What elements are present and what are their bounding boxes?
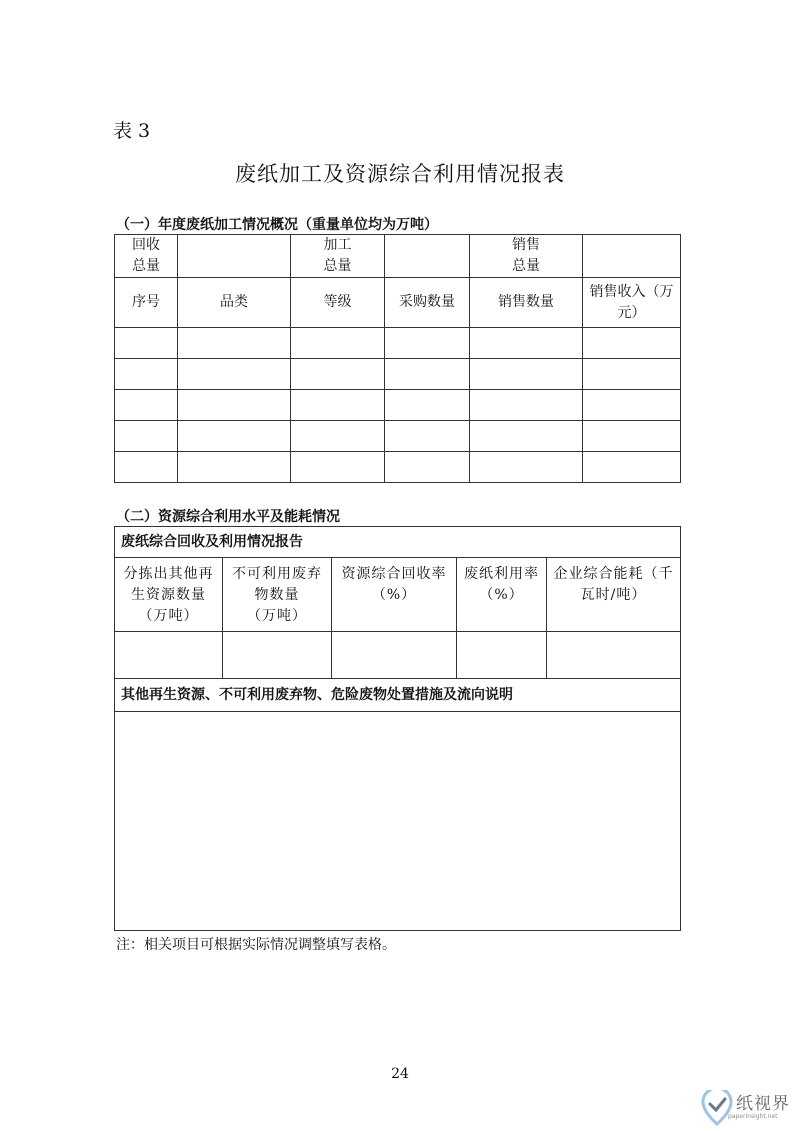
report-title: 废纸综合回收及利用情况报告 [115,527,681,558]
table-cell[interactable] [178,421,291,452]
watermark-name: 纸视界 [736,1094,790,1114]
col-purchase-qty: 采购数量 [385,278,470,328]
watermark-icon [700,1090,734,1126]
table-cell[interactable] [178,452,291,483]
recycled-total-value[interactable] [178,235,291,278]
table-row [115,452,681,483]
table-cell[interactable] [291,390,385,421]
footnote: 注：相关项目可根据实际情况调整填写表格。 [116,937,396,953]
sales-total-value[interactable] [583,235,681,278]
table-cell[interactable] [457,632,547,679]
table-label: 表 3 [113,120,151,142]
document-title: 废纸加工及资源综合利用情况报表 [235,162,565,186]
summary-row [115,235,681,278]
table-cell[interactable] [583,359,681,390]
table-cell[interactable] [583,421,681,452]
table-cell[interactable] [115,359,178,390]
table-cell[interactable] [583,390,681,421]
table-cell[interactable] [470,452,583,483]
table-cell[interactable] [385,328,470,359]
table-cell[interactable] [178,359,291,390]
table-cell[interactable] [332,632,457,679]
col-recovery-rate: 资源综合回收率 （%） [332,558,457,632]
table-cell[interactable] [291,421,385,452]
table-cell[interactable] [470,328,583,359]
table-row [115,328,681,359]
table-cell[interactable] [547,632,681,679]
col-paper-utilization: 废纸利用率 （%） [457,558,547,632]
table-cell[interactable] [178,328,291,359]
table-cell[interactable] [385,359,470,390]
processed-total-label: 加工 总量 [291,235,385,278]
table-cell[interactable] [223,632,332,679]
col-other-recyclables: 分拣出其他再 生资源数量 （万吨） [115,558,223,632]
disposal-title: 其他再生资源、不可利用废弃物、危险废物处置措施及流向说明 [115,679,681,712]
sales-total-label: 销售 总量 [470,235,583,278]
table-cell[interactable] [583,452,681,483]
table-cell[interactable] [385,452,470,483]
table-cell[interactable] [115,421,178,452]
table-cell[interactable] [470,359,583,390]
table-cell[interactable] [115,452,178,483]
col-serial: 序号 [115,278,178,328]
col-sales-revenue: 销售收入（万 元） [583,278,681,328]
disposal-description-cell[interactable] [115,712,681,931]
recycled-total-label: 回收 总量 [115,235,178,278]
col-grade: 等级 [291,278,385,328]
processed-total-value[interactable] [385,235,470,278]
table-cell[interactable] [385,421,470,452]
table-row [115,359,681,390]
section2-heading: （二）资源综合利用水平及能耗情况 [116,509,340,525]
watermark-logo [700,1088,800,1128]
report-title-row [115,527,681,558]
page-number: 24 [391,1066,409,1082]
table-row [115,421,681,452]
table-cell[interactable] [583,328,681,359]
resource-utilization-table [114,526,681,931]
col-energy-consumption: 企业综合能耗（千 瓦时/吨） [547,558,681,632]
table-cell[interactable] [115,328,178,359]
table-cell[interactable] [470,390,583,421]
disposal-description-row [115,712,681,931]
column-header-row [115,278,681,328]
col-unusable-waste: 不可利用废弃 物数量 （万吨） [223,558,332,632]
table-cell[interactable] [470,421,583,452]
disposal-title-row [115,679,681,712]
table-cell[interactable] [291,452,385,483]
col-sales-qty: 销售数量 [470,278,583,328]
table-cell[interactable] [178,390,291,421]
section1-heading: （一）年度废纸加工情况概况（重量单位均为万吨） [116,217,438,233]
table-cell[interactable] [291,328,385,359]
table-cell[interactable] [291,359,385,390]
col-category: 品类 [178,278,291,328]
column-header-row [115,558,681,632]
table-cell[interactable] [115,632,223,679]
table-cell[interactable] [115,390,178,421]
watermark-url: paperinsight.net [728,1113,778,1120]
processing-summary-table [114,234,681,483]
table-row [115,632,681,679]
table-row [115,390,681,421]
table-cell[interactable] [385,390,470,421]
